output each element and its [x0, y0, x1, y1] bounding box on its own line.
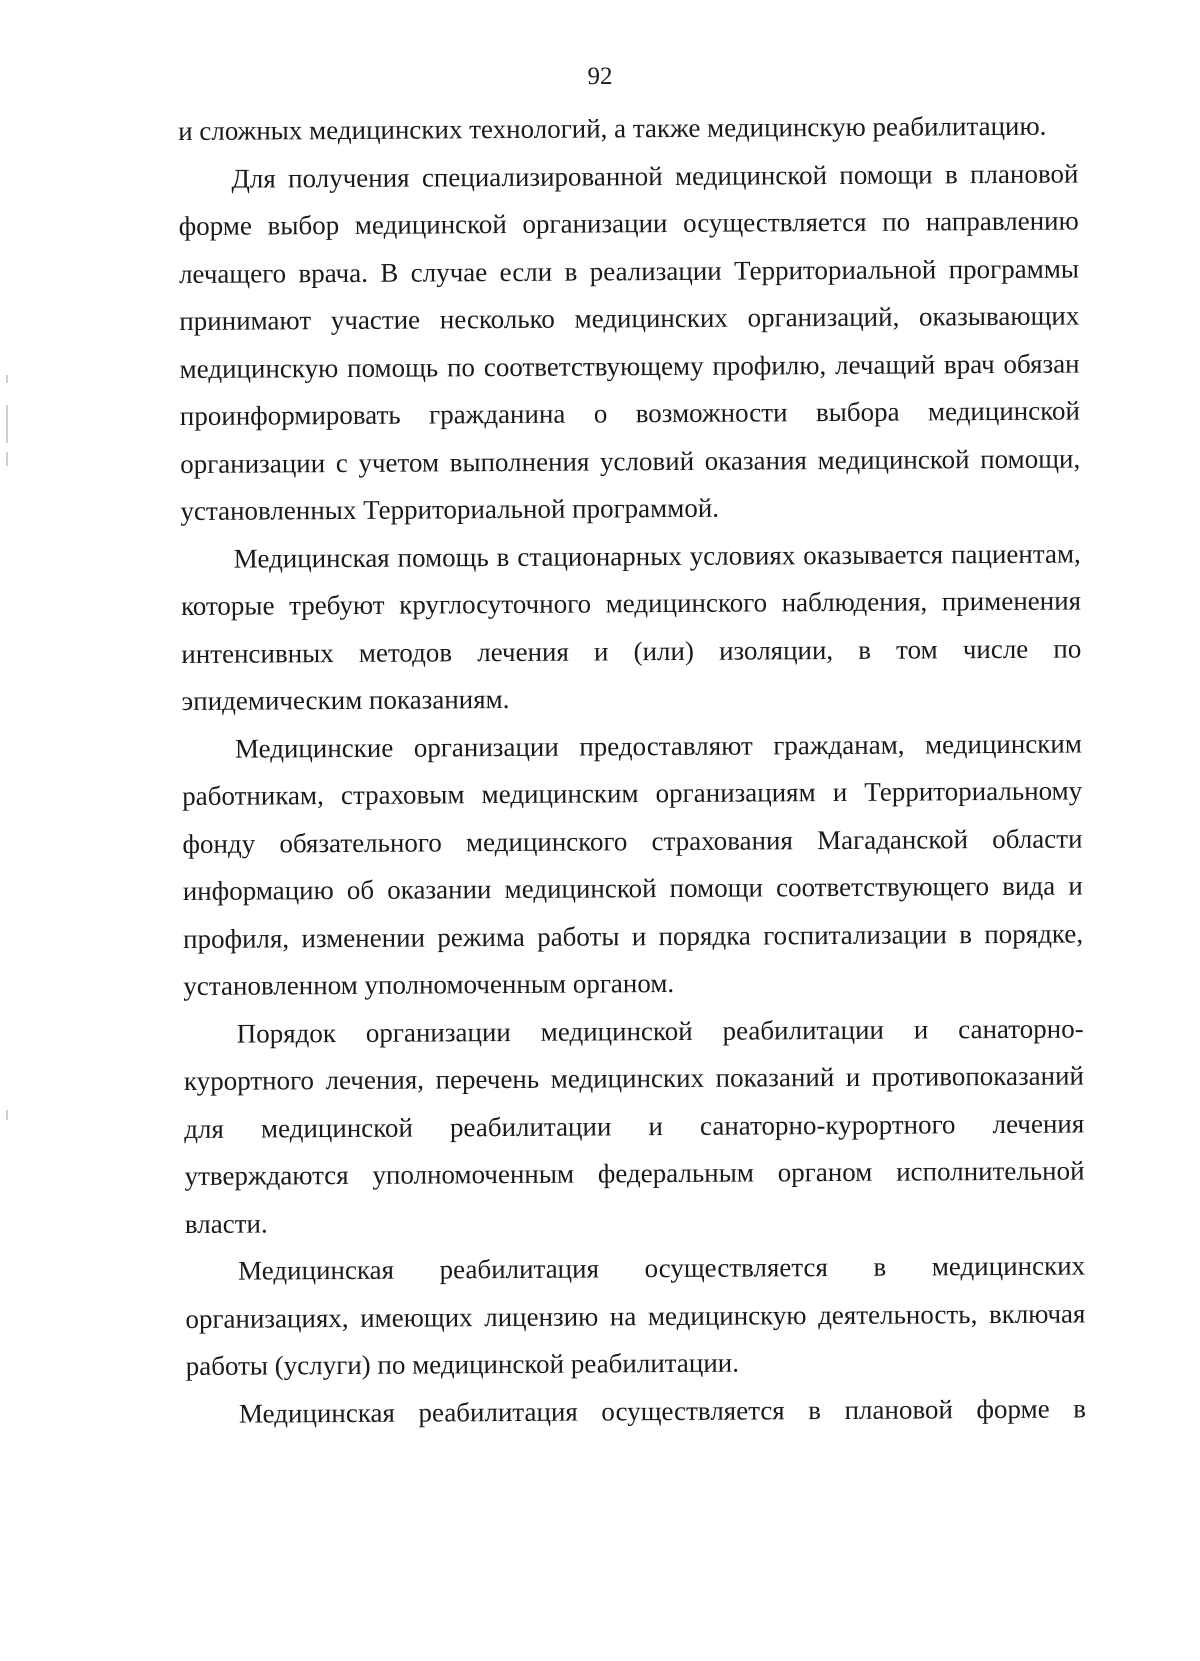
paragraph-1: и сложных медицинских технологий, а также медицинскую реабилитацию. [178, 110, 1047, 146]
paragraph-7: Медицинская реабилитация осуществляется в плановой форме в [238, 1392, 1087, 1429]
document-body [178, 103, 1086, 1438]
paragraph-4: Медицинские организации предоставляют гражданам, медицинским работникам, страховым медицинским организациям и Территориальному фонду обязательного медицинского страхования Магаданской области информацию об оказании медицинской помощи соответствующего вида и профиля, изменении режима работы и порядка госпитализации в порядке, установленном уполномоченным органом. [182, 727, 1084, 1001]
scan-artifact [6, 452, 8, 466]
page-number: 92 [587, 63, 613, 90]
scan-artifact [6, 375, 8, 383]
paragraph-6: Медицинская реабилитация осуществляется в медицинских организациях, имеющих лицензию на медицинскую деятельность, включая работы (услуги) по медицинской реабилитации. [185, 1250, 1086, 1381]
scan-artifact [6, 405, 8, 443]
paragraph-3: Медицинская помощь в стационарных условиях оказывается пациентам, которые требуют круглосуточного медицинского наблюдения, применения интенсивных методов лечения и (или) изоляции, в том числе по эпидемическим показаниям. [180, 537, 1082, 716]
paragraph-2: Для получения специализированной медицинской помощи в плановой форме выбор медицинской организации осуществляется по направлению лечащего врача. В случае если в реализации Территориальной программы принимают участие несколько медицинских организаций, оказывающих медицинскую помощь по соответствующему профилю, лечащий врач обязан проинформировать гражданина о возможности выбора медицинской организации с учетом выполнения условий оказания медицинской помощи, установленных Территориальной программой. [178, 158, 1081, 526]
paragraph-5: Порядок организации медицинской реабилитации и санаторно-курортного лечения, перечень медицинских показаний и противопоказаний для медицинской реабилитации и санаторно-курортного лечения утверждаются уполномоченным федеральным органом исполнительной власти. [183, 1012, 1085, 1239]
scan-artifact [6, 1110, 8, 1120]
